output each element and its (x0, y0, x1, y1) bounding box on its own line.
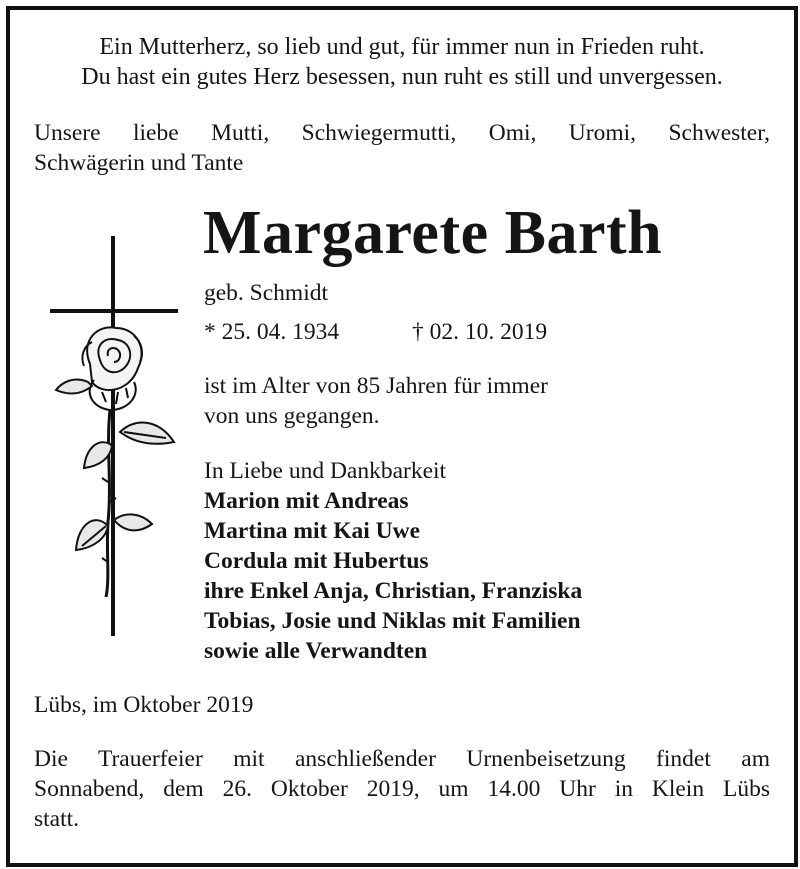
maiden-name: geb. Schmidt (204, 280, 329, 306)
mourner-line: Cordula mit Hubertus (204, 548, 429, 574)
poem-line-1: Ein Mutterherz, so lieb und gut, für immer nun in Frieden ruht. (99, 34, 705, 60)
poem-line-2: Du hast ein gutes Herz besessen, nun ruht es still und unvergessen. (81, 64, 723, 90)
service-line-1: Die Trauerfeier mit anschließender Urnenbeisetzung findet am (34, 746, 770, 772)
intro-line-1: Unsere liebe Mutti, Schwiegermutti, Omi, Uromi, Schwester, (34, 120, 770, 146)
mourner-line: Martina mit Kai Uwe (204, 518, 421, 544)
mourner-line: ihre Enkel Anja, Christian, Franziska (204, 578, 583, 604)
mourner-line: Marion mit Andreas (204, 488, 409, 514)
obituary-notice (6, 6, 798, 867)
deceased-name: Margarete Barth (203, 199, 663, 267)
service-line-2: Sonnabend, dem 26. Oktober 2019, um 14.00 Uhr in Klein Lübs (34, 776, 770, 802)
mourner-line: sowie alle Verwandten (204, 638, 428, 664)
age-text-line-2: von uns gegangen. (204, 403, 380, 429)
mourner-line: Tobias, Josie und Niklas mit Familien (204, 608, 581, 634)
cross-with-rose-icon (40, 232, 190, 642)
death-date: † 02. 10. 2019 (412, 319, 548, 345)
intro-line-2: Schwägerin und Tante (34, 150, 244, 176)
place-date: Lübs, im Oktober 2019 (34, 692, 254, 718)
service-line-3: statt. (34, 806, 80, 832)
birth-date: * 25. 04. 1934 (204, 319, 340, 345)
age-text-line-1: ist im Alter von 85 Jahren für immer (204, 373, 548, 399)
mourners-intro: In Liebe und Dankbarkeit (204, 458, 447, 484)
